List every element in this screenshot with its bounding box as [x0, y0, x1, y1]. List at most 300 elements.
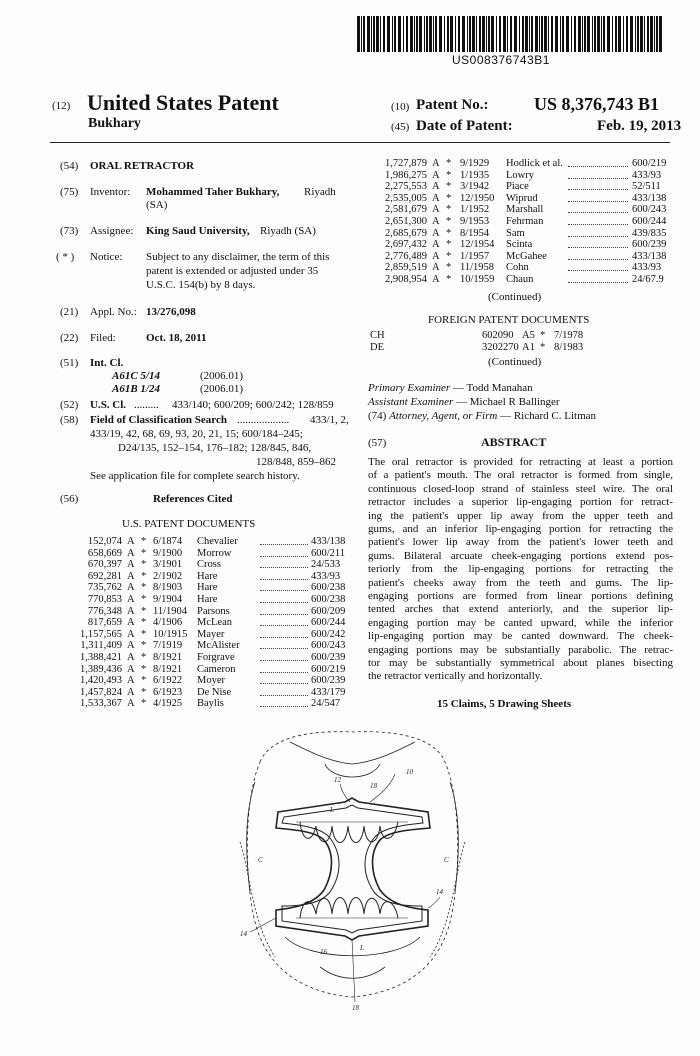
- barcode-bar: [548, 16, 549, 52]
- kind-code: A: [432, 274, 440, 285]
- barcode-bar: [635, 16, 636, 52]
- field-search-dots: ...................: [237, 414, 290, 426]
- patent-number: 2,651,300: [385, 216, 427, 227]
- ref-date: 11/1904: [153, 605, 188, 617]
- inventor-surname: Bukhary: [88, 116, 141, 131]
- ref-name: Cross: [197, 559, 221, 571]
- inventor-country: (SA): [146, 199, 168, 211]
- ref-class: 600/243: [311, 640, 346, 652]
- barcode-bar: [429, 16, 432, 52]
- barcode-bar: [582, 16, 583, 52]
- barcode-bar: [612, 16, 613, 52]
- patent-number: 2,776,489: [385, 250, 427, 262]
- patent-number: 1,457,824: [80, 686, 122, 698]
- reference-row: [368, 170, 673, 182]
- field-search-note: See application file for complete search history.: [90, 470, 300, 482]
- ref-label-16: 16: [320, 948, 327, 956]
- barcode-bar: [450, 16, 453, 52]
- abstract-line: engaging portions may be substantially parabolic. The retrac-: [368, 643, 673, 656]
- leader-dots: [568, 270, 628, 271]
- ref-class: 24/67.9: [632, 274, 664, 285]
- barcode-bar: [371, 16, 372, 52]
- kind-code: A: [127, 686, 135, 698]
- attorney: — Richard C. Litman: [500, 410, 597, 422]
- cited-by-examiner: *: [141, 652, 147, 663]
- assignee-label: Assignee:: [90, 225, 134, 237]
- reference-row: [75, 536, 355, 548]
- barcode-bar: [410, 16, 413, 52]
- cited-by-examiner: *: [540, 330, 546, 341]
- ref-name: Forgrave: [197, 652, 235, 663]
- barcode-bar: [574, 16, 576, 52]
- notice-label: Notice:: [90, 251, 123, 263]
- barcode-bar: [416, 16, 418, 52]
- reference-row: [368, 204, 673, 216]
- ref-class: 439/835: [632, 227, 667, 239]
- patent-number: 2,535,005: [385, 192, 427, 204]
- barcode-bar: [455, 16, 456, 52]
- ref-date: 7/1919: [153, 640, 183, 652]
- abstract-line: gums. Bilateral arcuate cheek-engaging portions extend pos-: [368, 549, 673, 562]
- abstract-line: of a patient's mouth. The oral retractor is formed from single,: [368, 469, 673, 482]
- leader-dots: [260, 706, 308, 707]
- leader-dots: [568, 247, 628, 248]
- leader-dots: [260, 695, 308, 696]
- ref-name: Mayer: [197, 628, 225, 640]
- reference-row: [75, 652, 355, 664]
- kind-code: A: [432, 262, 440, 274]
- ref-date: 8/1921: [153, 663, 183, 675]
- int-cl-2: A61B 1/24: [112, 383, 160, 395]
- ref-date: 1/1935: [460, 169, 490, 181]
- patent-title: United States Patent: [87, 90, 279, 115]
- ref-name: Hare: [197, 582, 218, 594]
- leader-dots: [260, 567, 308, 568]
- leader-dots: [568, 224, 628, 225]
- patent-number: 1,533,367: [80, 698, 122, 710]
- reference-row: [75, 617, 355, 629]
- leader-dots: [260, 602, 308, 603]
- field-search-line-4: 128/848, 859–862: [256, 456, 337, 468]
- barcode-bar: [392, 16, 393, 52]
- kind-code: A: [432, 250, 440, 262]
- abstract-line: lip-engaging portion may be canted downward. The cheek-: [368, 630, 673, 643]
- reference-row: [368, 193, 673, 205]
- ref-label-10: 10: [406, 768, 413, 776]
- barcode-bar: [414, 16, 415, 52]
- kind-code: A: [127, 652, 135, 663]
- ref-label-18b: 18: [352, 1004, 359, 1012]
- barcode-bar: [472, 16, 475, 52]
- ref-date: 2/1902: [153, 570, 183, 582]
- ref-name: Hare: [197, 570, 218, 582]
- ref-label-l-lower: L: [360, 944, 364, 952]
- patent-number: 770,853: [87, 594, 122, 605]
- patent-number: 1,388,421: [80, 652, 122, 663]
- filed-label: Filed:: [90, 332, 116, 344]
- barcode-bar: [387, 16, 390, 52]
- ref-name: Scinta: [506, 239, 533, 251]
- barcode-bar: [496, 16, 497, 52]
- cited-by-examiner: *: [446, 239, 452, 251]
- ref-name: Parsons: [197, 605, 230, 617]
- ref-name: McLean: [197, 617, 232, 629]
- leader-dots: [260, 660, 308, 661]
- abstract-line: The oral retractor is provided for retracting at least a portion: [368, 456, 673, 468]
- patent-number: 817,659: [87, 617, 122, 629]
- kind-code: A: [432, 169, 440, 181]
- barcode-bar: [578, 16, 581, 52]
- patent-number: 1,727,879: [385, 158, 427, 169]
- leader-dots: [260, 625, 308, 626]
- barcode-bar: [592, 16, 593, 52]
- tag-58: (58): [60, 414, 79, 426]
- reference-row: [75, 698, 355, 710]
- patent-number: 1,311,409: [80, 640, 122, 652]
- ref-label-12: 12: [334, 776, 341, 784]
- abstract-line: the retractor vertically and horizontally.: [368, 670, 543, 683]
- barcode-bar: [531, 16, 533, 52]
- cited-by-examiner: *: [446, 262, 452, 274]
- barcode-bar: [433, 16, 434, 52]
- ref-class: 433/93: [632, 169, 662, 181]
- barcode-bar: [603, 16, 605, 52]
- patent-date: Feb. 19, 2013: [597, 118, 682, 134]
- kind-code: A: [432, 227, 440, 239]
- reference-row: [368, 251, 673, 263]
- date-label: Date of Patent:: [416, 118, 513, 134]
- barcode-bar: [560, 16, 561, 52]
- ref-class: 600/242: [311, 628, 346, 640]
- barcode-bar: [488, 16, 490, 52]
- barcode-bar: [398, 16, 401, 52]
- patent-number: 1,389,436: [80, 663, 122, 675]
- reference-row: [75, 548, 355, 560]
- leader-dots: [568, 201, 628, 202]
- ref-name: Fehrman: [506, 216, 544, 227]
- cited-by-examiner: *: [446, 216, 452, 227]
- barcode-bar: [659, 16, 662, 52]
- barcode-bar: [647, 16, 649, 52]
- ref-date: 8/1954: [460, 227, 490, 239]
- leader-dots: [568, 259, 628, 260]
- barcode-bar: [376, 16, 379, 52]
- barcode-bar: [597, 16, 600, 52]
- ref-class: 600/239: [311, 675, 346, 687]
- leader-dots: [260, 672, 308, 673]
- barcode-bar: [656, 16, 658, 52]
- assignee-location: Riyadh (SA): [260, 225, 316, 237]
- cited-by-examiner: *: [446, 181, 452, 193]
- barcode-bar: [486, 16, 487, 52]
- ref-class: 600/219: [632, 158, 667, 169]
- invention-title: ORAL RETRACTOR: [90, 160, 195, 172]
- barcode-bar: [519, 16, 520, 52]
- abstract-line: engaging portion may be canted upward, while the inferior: [368, 616, 673, 629]
- ref-name: McAlister: [197, 640, 240, 652]
- ref-date: 1/1957: [460, 250, 490, 262]
- reference-row: [75, 640, 355, 652]
- ref-class: 600/238: [311, 594, 346, 605]
- references-cited-label: References Cited: [153, 493, 233, 505]
- barcode-bar: [394, 16, 396, 52]
- ref-name: Hodlick et al.: [506, 158, 563, 169]
- tag-22: (22): [60, 332, 79, 344]
- reference-row: [368, 239, 673, 251]
- cited-by-examiner: *: [141, 640, 147, 652]
- notice-line-2: patent is extended or adjusted under 35: [146, 265, 319, 277]
- int-cl-1-date: (2006.01): [200, 370, 244, 382]
- reference-row: [75, 675, 355, 687]
- cited-by-examiner: *: [141, 617, 147, 629]
- abstract-line: teriorly from the lip-engaging portions for retracting the: [368, 563, 673, 576]
- ref-date: 10/1959: [460, 274, 495, 285]
- ref-name: Cohn: [506, 262, 529, 274]
- ref-name: Morrow: [197, 547, 232, 559]
- kind-code: A: [432, 239, 440, 251]
- barcode-bar: [361, 16, 362, 52]
- leader-dots: [260, 614, 308, 615]
- ref-class: 600/238: [311, 582, 346, 594]
- ref-label-18a: 18: [370, 782, 377, 790]
- patent-number: 2,685,679: [385, 227, 427, 239]
- int-cl-2-date: (2006.01): [200, 383, 244, 395]
- patent-number: 2,908,954: [385, 274, 427, 285]
- barcode-number: US008376743B1: [452, 53, 550, 67]
- ref-label-l-upper: L: [330, 806, 334, 814]
- cited-by-examiner: *: [446, 274, 452, 285]
- ref-date: 9/1904: [153, 594, 183, 605]
- barcode-bar: [476, 16, 477, 52]
- barcode-bar: [458, 16, 460, 52]
- ref-class: 52/511: [632, 181, 661, 193]
- tag-75: (75): [60, 186, 79, 198]
- us-cl-value: 433/140; 600/209; 600/242; 128/859: [172, 399, 334, 411]
- leader-dots: [260, 683, 308, 684]
- ref-label-c-right: C: [444, 856, 449, 864]
- patent-number: 658,669: [87, 547, 122, 559]
- barcode-bar: [419, 16, 422, 52]
- leader-dots: [260, 648, 308, 649]
- ref-name: De Nise: [197, 686, 232, 698]
- kind-code: A: [127, 675, 135, 687]
- barcode-bar: [654, 16, 655, 52]
- leader-dots: [568, 166, 628, 167]
- abstract-heading: ABSTRACT: [481, 435, 547, 449]
- ref-class: 433/138: [311, 536, 346, 547]
- ref-class: 600/244: [632, 216, 667, 227]
- barcode-bar: [479, 16, 481, 52]
- reference-row: [368, 158, 673, 170]
- patent-number: 692,281: [87, 570, 122, 582]
- continued-2: (Continued): [488, 356, 542, 368]
- abstract-line: continuous closed-loop strand of stainless steel wire. The oral: [368, 482, 673, 495]
- patent-number: 2,697,432: [385, 239, 427, 251]
- inventor-label: Inventor:: [90, 186, 131, 198]
- ref-name: Marshall: [506, 204, 544, 216]
- ref-name: Baylis: [197, 698, 224, 710]
- assignee-name: King Saud University,: [146, 225, 250, 237]
- barcode-bar: [607, 16, 610, 52]
- barcode-bar: [618, 16, 621, 52]
- tag-73: (73): [60, 225, 79, 237]
- barcode-bar: [571, 16, 572, 52]
- tag-57: (57): [368, 437, 387, 449]
- barcode-bar: [510, 16, 512, 52]
- header-rule: [50, 142, 670, 143]
- ref-name: McGahee: [506, 250, 547, 262]
- leader-dots: [568, 178, 628, 179]
- patent-no: US 8,376,743 B1: [534, 94, 660, 114]
- cited-by-examiner: *: [141, 698, 147, 710]
- tag-21: (21): [60, 306, 79, 318]
- barcode-bar: [514, 16, 517, 52]
- cited-by-examiner: *: [141, 547, 147, 559]
- ref-name: Piace: [506, 181, 529, 193]
- cited-by-examiner: *: [446, 227, 452, 239]
- patent-no-label: Patent No.:: [416, 97, 489, 113]
- kind-code: A: [127, 698, 135, 710]
- int-cl-1: A61C 5/14: [112, 370, 160, 382]
- leader-dots: [260, 579, 308, 580]
- cited-by-examiner: *: [446, 158, 452, 169]
- leader-dots: [568, 189, 628, 190]
- ref-class: 24/547: [311, 698, 341, 710]
- barcode-bar: [373, 16, 375, 52]
- barcode-bar: [499, 16, 501, 52]
- ref-date: 12/1954: [460, 239, 495, 251]
- ref-name: Hare: [197, 594, 218, 605]
- cited-by-examiner: *: [141, 605, 147, 617]
- tag-52: (52): [60, 399, 79, 411]
- country: DE: [370, 341, 384, 353]
- kind-code: A: [432, 181, 440, 193]
- barcode-bar: [406, 16, 408, 52]
- ref-label-c-left: C: [258, 856, 263, 864]
- barcode-bar: [587, 16, 590, 52]
- reference-row: [75, 582, 355, 594]
- ref-class: 433/179: [311, 686, 346, 698]
- kind-code: A: [127, 547, 135, 559]
- tag-notice: ( * ): [56, 251, 75, 263]
- ref-label-14b: 14: [436, 888, 443, 896]
- ref-date: 10/1915: [153, 628, 188, 640]
- ref-class: 600/239: [632, 239, 667, 251]
- barcode: [357, 16, 667, 52]
- kind-code: A: [127, 628, 135, 640]
- kind-code: A: [432, 158, 440, 169]
- ref-date: 6/1923: [153, 686, 183, 698]
- barcode-bar: [367, 16, 370, 52]
- inventor-name: Mohammed Taher Bukhary,: [146, 186, 280, 198]
- us-cl-label: U.S. Cl.: [90, 399, 127, 411]
- ref-label-14a: 14: [240, 930, 247, 938]
- claims-summary: 15 Claims, 5 Drawing Sheets: [437, 698, 572, 710]
- inventor-city: Riyadh: [304, 186, 336, 198]
- ref-date: 4/1906: [153, 617, 183, 629]
- patent-number: 670,397: [87, 559, 122, 571]
- ref-name: Chevalier: [197, 536, 238, 547]
- cited-by-examiner: *: [141, 559, 147, 571]
- barcode-bar: [555, 16, 558, 52]
- ref-class: 600/244: [311, 617, 346, 629]
- primary-examiner: — Todd Manahan: [452, 382, 533, 394]
- barcode-bar: [566, 16, 569, 52]
- cited-by-examiner: *: [141, 594, 147, 605]
- abstract-line: gums, and an inferior lip-engaging portion for retracting the: [368, 523, 673, 535]
- barcode-bar: [424, 16, 425, 52]
- barcode-bar: [637, 16, 639, 52]
- leader-dots: [568, 212, 628, 213]
- barcode-bar: [644, 16, 645, 52]
- barcode-bar: [469, 16, 471, 52]
- barcode-bar: [626, 16, 628, 52]
- cited-by-examiner: *: [141, 536, 147, 547]
- cited-by-examiner: *: [141, 663, 147, 675]
- barcode-bar: [503, 16, 506, 52]
- barcode-bar: [357, 16, 360, 52]
- barcode-bar: [426, 16, 428, 52]
- ref-class: 600/243: [632, 204, 667, 216]
- abstract-line: patient's lower lip away from the patient's lower teeth and: [368, 536, 673, 549]
- barcode-bar: [601, 16, 602, 52]
- patent-number: 1,157,565: [80, 628, 122, 640]
- patent-number: 2,859,519: [385, 262, 427, 274]
- abstract-line: ing the patient's upper lip away from the upper teeth and: [368, 509, 673, 522]
- cited-by-examiner: *: [540, 341, 546, 353]
- tag-51: (51): [60, 357, 79, 369]
- ref-class: 24/533: [311, 559, 341, 571]
- barcode-bar: [535, 16, 538, 52]
- barcode-bar: [525, 16, 528, 52]
- field-search-line-3: D24/135, 152–154, 176–182; 128/845, 846,: [118, 442, 312, 454]
- reference-row: [75, 687, 355, 699]
- cited-by-examiner: *: [141, 675, 147, 687]
- barcode-bar: [363, 16, 365, 52]
- cited-by-examiner: *: [446, 169, 452, 181]
- barcode-bar: [529, 16, 530, 52]
- field-search-line-2: 433/19, 42, 68, 69, 93, 20, 21, 15; 600/184–245;: [90, 428, 303, 440]
- reference-row: [75, 606, 355, 618]
- ref-name: Moyer: [197, 675, 225, 687]
- ref-class: 600/239: [311, 652, 346, 663]
- barcode-bar: [383, 16, 385, 52]
- kind-code: A: [127, 559, 135, 571]
- reference-row: [75, 629, 355, 641]
- ref-class: 600/219: [311, 663, 346, 675]
- assistant-examiner: — Michael R Ballinger: [456, 396, 560, 408]
- kind-code: A1: [522, 341, 535, 353]
- foreign-reference-row: [370, 342, 675, 354]
- ref-date: 12/1950: [460, 192, 495, 204]
- barcode-bar: [630, 16, 633, 52]
- ref-date: 1/1952: [460, 204, 490, 216]
- barcode-bar: [462, 16, 465, 52]
- ref-date: 9/1953: [460, 216, 490, 227]
- ref-class: 600/209: [311, 605, 346, 617]
- ref-date: 8/1921: [153, 652, 183, 663]
- ref-date: 9/1929: [460, 158, 490, 169]
- barcode-bar: [623, 16, 624, 52]
- barcode-bar: [444, 16, 445, 52]
- patent-number: 2,275,553: [385, 181, 427, 193]
- reference-row: [368, 228, 673, 240]
- ref-class: 433/93: [311, 570, 341, 582]
- cited-by-examiner: *: [141, 570, 147, 582]
- tag-56: (56): [60, 493, 79, 505]
- filed-date: Oct. 18, 2011: [146, 332, 207, 344]
- ref-name: Lowry: [506, 169, 534, 181]
